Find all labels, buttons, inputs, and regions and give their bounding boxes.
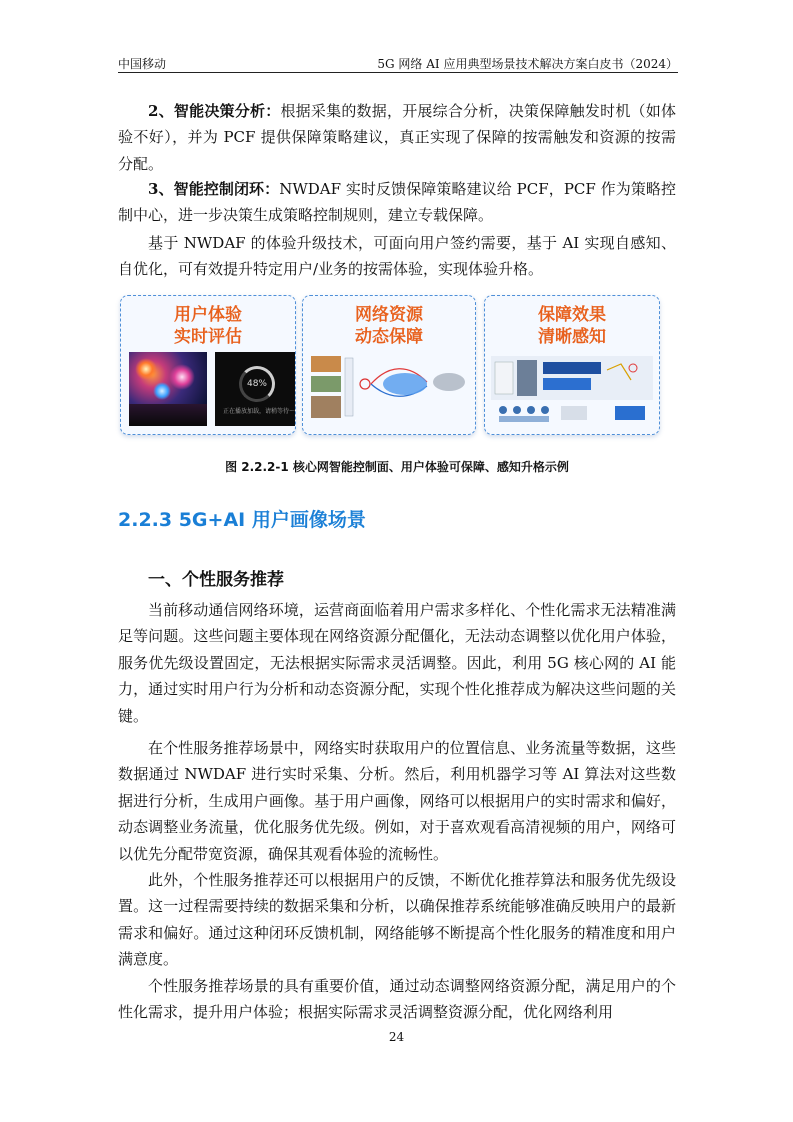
speed-bar-high bbox=[543, 362, 601, 374]
panel-title-line1: 网络资源 bbox=[355, 305, 423, 325]
page-header bbox=[118, 52, 678, 73]
paragraph-main-2: 在个性服务推荐场景中，网络实时获取用户的位置信息、业务流量等数据，这些数据通过 NWDAF 进行实时采集、分析。然后，利用机器学习等 AI 算法对这些数据进行分析，生成用户画像。基于用户画像，网络可以根据用户的实时需求和偏好，动态调整业务流量，优化服务优先级。例如，对于喜欢观看高清视频的用户，网络可以优先分配带宽资源，确保其观看体验的流畅性。 bbox=[118, 739, 676, 863]
core-cloud-icon bbox=[383, 373, 427, 395]
network-diagram bbox=[309, 354, 469, 426]
paragraph-text: NWDAF 实时反馈保障策略建议给 PCF，PCF 作为策略控制中心，进一步决策生成策略控制规则，建立专载保障。 bbox=[118, 180, 676, 225]
paragraph-label: 3、智能控制闭环： bbox=[148, 180, 280, 198]
brand-logo-box bbox=[615, 406, 645, 420]
panel-network-resources bbox=[302, 295, 476, 435]
panel-user-experience bbox=[120, 295, 296, 435]
paragraph-control-loop bbox=[118, 176, 676, 229]
panel-title-line2: 实时评估 bbox=[174, 327, 242, 347]
panel-title-line1: 保障效果 bbox=[538, 305, 606, 325]
paragraph-decision-analysis bbox=[118, 98, 676, 177]
user-group-icons bbox=[499, 406, 549, 422]
device-box bbox=[561, 406, 587, 420]
effect-diagram bbox=[491, 356, 653, 428]
loading-caption: 正在播放加载，请稍等待～ bbox=[223, 408, 296, 415]
scenic-photo-2 bbox=[311, 376, 341, 392]
header-doc-title: 5G 网络 AI 应用典型场景技术解决方案白皮书（2024） bbox=[377, 57, 678, 71]
panel-title bbox=[303, 304, 475, 348]
phone-screen bbox=[495, 362, 513, 394]
paragraph-main-4: 个性服务推荐场景的具有重要价值，通过动态调整网络资源分配，满足用户的个性化需求，提升用户体验；根据实际需求灵活调整资源分配，优化网络利用 bbox=[118, 977, 676, 1022]
figure-core-network-examples bbox=[118, 295, 663, 435]
fireworks-crowd-image bbox=[129, 352, 207, 426]
panel-title-line2: 清晰感知 bbox=[538, 327, 606, 347]
paragraph-text: 根据采集的数据，开展综合分析，决策保障触发时机（如体验不好），并为 PCF 提供保障策略建议，真正实现了保障的按需触发和资源的按需分配。 bbox=[118, 102, 676, 173]
paragraph-label: 2、智能决策分析： bbox=[148, 102, 281, 120]
speed-bar-mid bbox=[543, 378, 591, 390]
section-heading: 2.2.3 5G+AI 用户画像场景 bbox=[118, 509, 366, 531]
video-loading-screen-image bbox=[215, 352, 295, 426]
scenic-photo-3 bbox=[311, 396, 341, 418]
phone-strip bbox=[345, 358, 353, 416]
figure-caption: 图 2.2.2-1 核心网智能控制面、用户体验可保障、感知升格示例 bbox=[225, 460, 569, 474]
paragraph-text: 基于 NWDAF 的体验升级技术，可面向用户签约需要，基于 AI 实现自感知、自优化，可有效提升特定用户/业务的按需体验，实现体验升格。 bbox=[118, 234, 676, 279]
city-photo bbox=[517, 360, 537, 396]
panel-assurance-effect bbox=[484, 295, 660, 435]
panel-title bbox=[485, 304, 659, 348]
panel-title bbox=[121, 304, 295, 348]
panel-title-line2: 动态保障 bbox=[355, 327, 423, 347]
loading-ring: 48% bbox=[239, 366, 275, 402]
paragraph-main-3: 此外，个性服务推荐还可以根据用户的反馈，不断优化推荐算法和服务优先级设置。这一过程需要持续的数据采集和分析，以确保推荐系统能够准确反映用户的最新需求和偏好。通过这种闭环反馈机制，网络能够不断提高个性化服务的精准度和用户满意度。 bbox=[118, 871, 676, 969]
page-number: 24 bbox=[388, 1030, 405, 1044]
scenic-photo-1 bbox=[311, 356, 341, 372]
subsection-heading: 一、个性服务推荐 bbox=[148, 570, 284, 590]
internet-cloud-icon bbox=[433, 373, 465, 391]
paragraph-experience-upgrade bbox=[118, 230, 676, 283]
header-org: 中国移动 bbox=[118, 57, 167, 71]
paragraph-main-1: 当前移动通信网络环境，运营商面临着用户需求多样化、个性化需求无法精准满足等问题。这些问题主要体现在网络资源分配僵化，无法动态调整以优化用户体验，服务优先级设置固定，无法根据实际需求灵活调整。因此，利用 5G 核心网的 AI 能力，通过实时用户行为分析和动态资源分配，实现个性化推荐成为解决这些问题的关键。 bbox=[118, 601, 676, 725]
panel-title-line1: 用户体验 bbox=[174, 305, 242, 325]
signal-icon bbox=[360, 379, 370, 389]
